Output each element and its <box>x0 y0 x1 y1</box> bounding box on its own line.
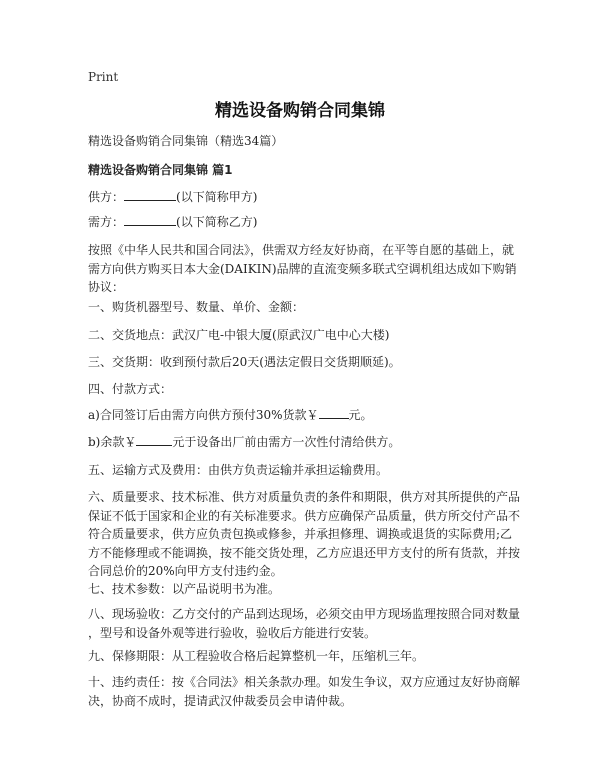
intro-paragraph <box>88 241 528 297</box>
clause-4a <box>88 406 528 425</box>
clause-6 <box>88 488 528 581</box>
clause-4a-suffix: 元。 <box>348 408 373 422</box>
buyer-line <box>88 213 528 232</box>
clause-6-line: 保证不低于国家和企业的有关标准要求。供方应确保产品质量，供方所交付产品不 <box>88 508 521 523</box>
section-heading: 精选设备购销合同集锦 篇1 <box>88 163 233 177</box>
supplier-blank <box>124 188 176 201</box>
clause-4a-text: a)合同签订后由需方向供方预付30%货款￥ <box>88 408 319 422</box>
clause-6-line: 合同总价的20%向甲方支付违约金。 <box>88 564 283 578</box>
clause-5: 五、运输方式及费用：由供方负责运输并承担运输费用。 <box>88 463 389 477</box>
clause-8-line: ，型号和设备外观等进行验收，验收后方能进行安装。 <box>88 625 377 640</box>
page-title: 精选设备购销合同集锦 <box>215 101 385 121</box>
clause-4b-text: b)余款￥ <box>88 435 137 449</box>
clause-7: 七、技术参数：以产品说明书为准。 <box>88 582 281 596</box>
intro-line: 协议： <box>88 280 125 294</box>
clause-10 <box>88 673 528 710</box>
clause-3: 三、交货期：收到预付款后20天(遇法定假日交货期顺延)。 <box>88 355 401 369</box>
clause-9: 九、保修期限：从工程验收合格后起算整机一年，压缩机三年。 <box>88 649 425 663</box>
print-link[interactable]: Print <box>88 70 119 84</box>
supplier-suffix: (以下简称甲方) <box>176 190 258 204</box>
buyer-label: 需方： <box>88 215 125 229</box>
clause-4b <box>88 433 528 452</box>
intro-line: 按照《中华人民共和国合同法》，供需双方经友好协商，在平等自愿的基础上，就 <box>88 243 515 257</box>
clause-8 <box>88 605 528 642</box>
clause-2: 二、交货地点：武汉广电-中银大厦(原武汉广电中心大楼) <box>88 328 390 342</box>
clause-4: 四、付款方式： <box>88 382 173 396</box>
clause-6-line: 六、质量要求、技术标准、供方对质量负责的条件和期限，供方对其所提供的产品 <box>88 490 521 504</box>
clause-10-line: 决，协商不成时，提请武汉仲裁委员会申请仲裁。 <box>88 693 353 708</box>
clause-6-line: 符合质量要求，供方应负责包换或修参，并承担修理、调换或退货的实际费用;乙 <box>88 527 513 541</box>
clause-8-line: 八、现场验收：乙方交付的产品到达现场，必须交由甲方现场监理按照合同对数量 <box>88 607 521 621</box>
supplier-line <box>88 188 528 207</box>
buyer-blank <box>124 213 176 226</box>
intro-line: 需方向供方购买日本大金(DAIKIN)品牌的直流变频多联式空调机组达成如下购销 <box>88 261 517 276</box>
prepayment-blank <box>319 406 349 419</box>
supplier-label: 供方： <box>88 190 125 204</box>
subtitle: 精选设备购销合同集锦（精选34篇） <box>88 134 284 148</box>
clause-6-line: 方不能修理或不能调换，按不能交货处理，乙方应退还甲方支付的所有货款，并按 <box>88 545 521 560</box>
buyer-suffix: (以下简称乙方) <box>176 215 258 229</box>
clause-4b-suffix: 元于设备出厂前由需方一次性付清给供方。 <box>172 435 401 449</box>
balance-blank <box>136 433 172 446</box>
clause-1: 一、购货机器型号、数量、单价、金额： <box>88 300 305 314</box>
clause-10-line: 十、违约责任：按《合同法》相关条款办理。如发生争议，双方应通过友好协商解 <box>88 675 521 689</box>
